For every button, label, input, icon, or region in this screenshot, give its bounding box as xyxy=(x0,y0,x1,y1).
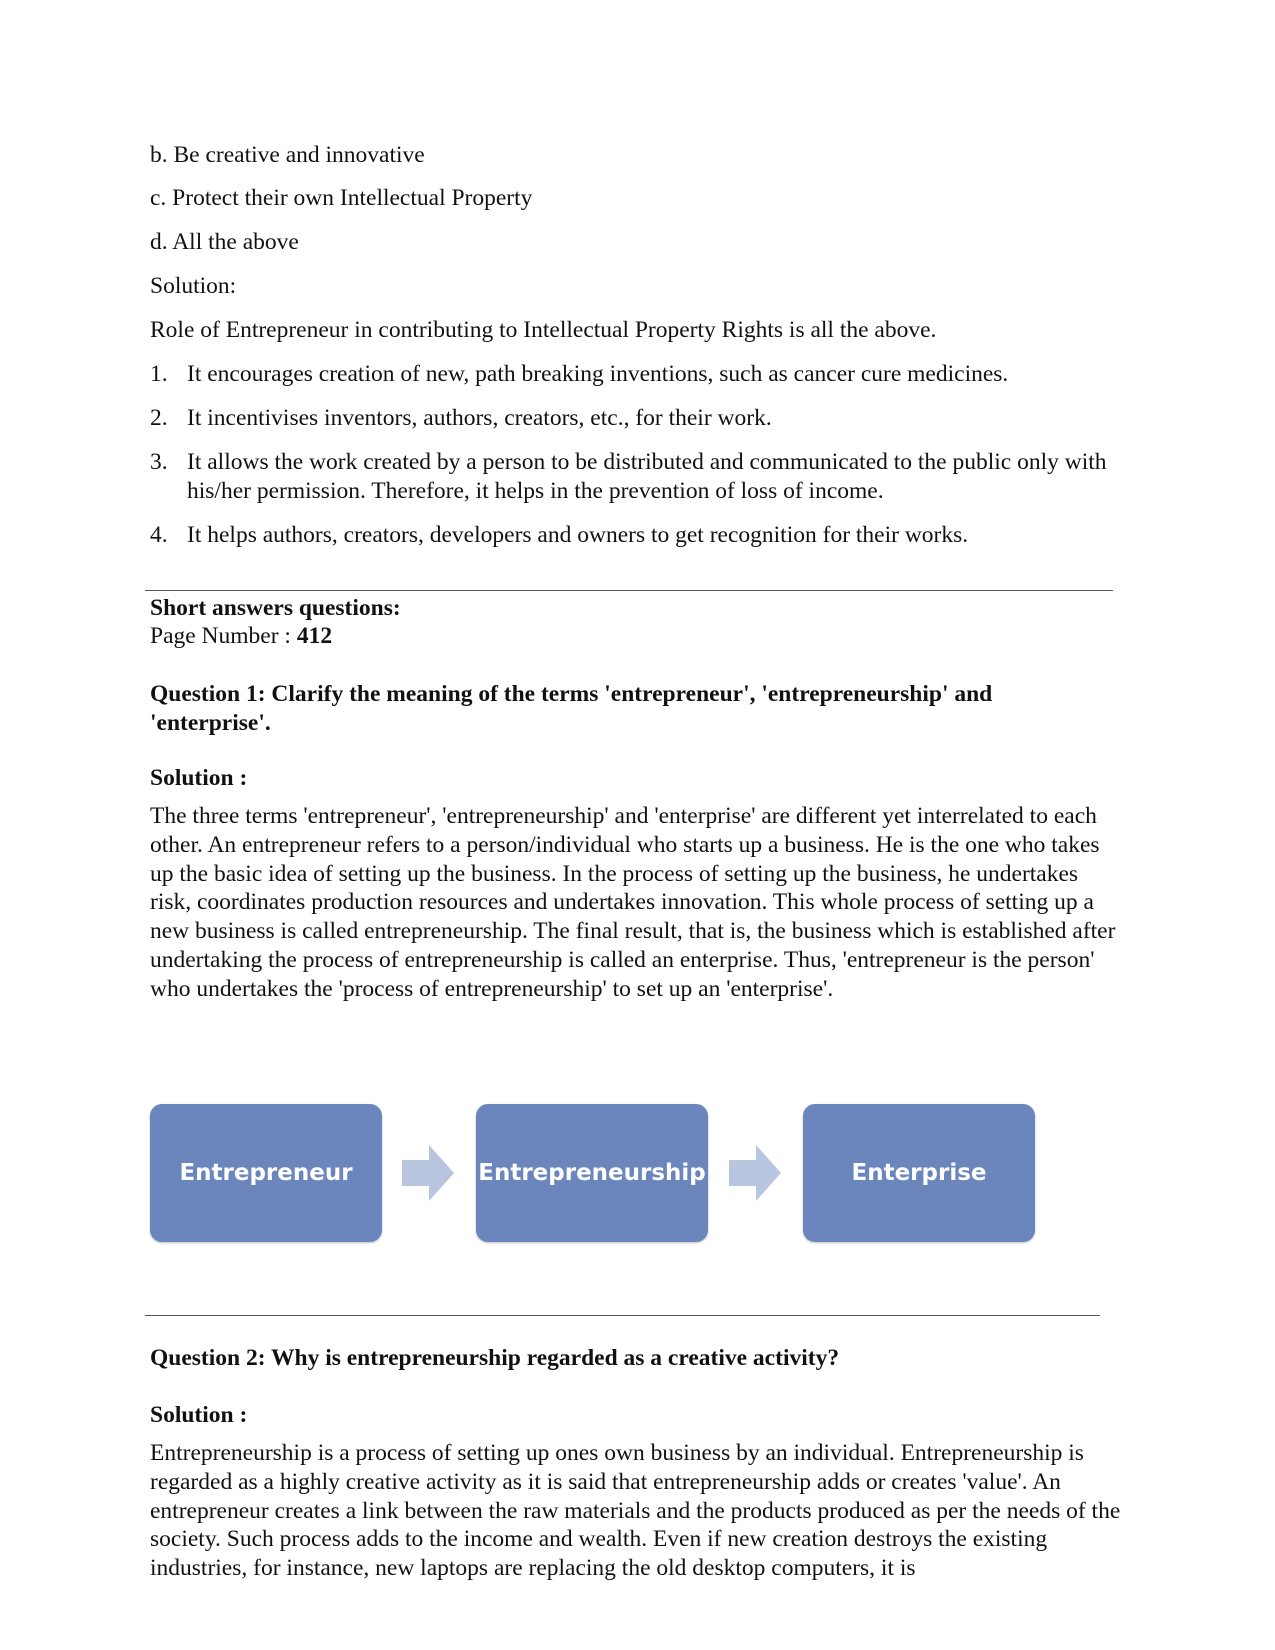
section-divider xyxy=(145,590,1113,591)
question-1-answer: The three terms 'entrepreneur', 'entrepreneurship' and 'enterprise' are different yet interrelated to each other. An entrepreneur refers to a person/individual who starts up a business. He is the one who takes up the basic idea of setting up the business. In the process of setting up the business, he undertakes risk, coordinates production resources and undertakes innovation. This whole process of setting up a new business is called entrepreneurship. The final result, that is, the business which is established after undertaking the process of entrepreneurship is called an enterprise. Thus, 'entrepreneur is the person' who undertakes the 'process of entrepreneurship' to set up an 'enterprise'. xyxy=(150,803,1116,1002)
option-c: c. Protect their own Intellectual Property xyxy=(150,185,533,211)
question-2-title: Question 2: Why is entrepreneurship regarded as a creative activity? xyxy=(150,1345,840,1371)
list-item-number: 3. xyxy=(150,449,168,475)
list-item xyxy=(150,448,1110,506)
question-divider xyxy=(145,1315,1100,1316)
section-title: Short answers questions: xyxy=(150,595,401,621)
question-1-title: Question 1: Clarify the meaning of the terms 'entrepreneur', 'entrepreneurship' and 'enterprise'. xyxy=(150,681,993,736)
list-item xyxy=(150,404,1110,433)
list-item-text: It encourages creation of new, path breaking inventions, such as cancer cure medicines. xyxy=(187,361,1009,387)
flow-box-enterprise: Enterprise xyxy=(803,1104,1035,1242)
question-2-answer: Entrepreneurship is a process of setting up ones own business by an individual. Entrepreneurship is regarded as a highly creative activity as it is said that entrepreneurship adds or creates 'value'. An entrepreneur creates a link between the raw materials and the products produced as per the needs of the society. Such process adds to the income and wealth. Even if new creation destroys the existing industries, for instance, new laptops are replacing the old desktop computers, it is xyxy=(150,1440,1121,1582)
mcq-solution-statement: Role of Entrepreneur in contributing to Intellectual Property Rights is all the above. xyxy=(150,317,937,343)
flow-box-entrepreneurship: Entrepreneurship xyxy=(476,1104,708,1242)
list-item-number: 4. xyxy=(150,522,168,548)
question-1-solution-label: Solution : xyxy=(150,765,248,791)
list-item-number: 2. xyxy=(150,405,168,431)
option-b: b. Be creative and innovative xyxy=(150,142,425,168)
list-item xyxy=(150,360,1110,389)
question-2-solution-label: Solution : xyxy=(150,1402,248,1428)
list-item xyxy=(150,521,1110,550)
list-item-text: It allows the work created by a person to be distributed and communicated to the public only with his/her permission. Therefore, it helps in the prevention of loss of income. xyxy=(187,449,1107,504)
list-item-number: 1. xyxy=(150,361,168,387)
page-number-line xyxy=(150,622,332,651)
mcq-solution-label: Solution: xyxy=(150,273,237,299)
option-d: d. All the above xyxy=(150,229,299,255)
list-item-text: It incentivises inventors, authors, creators, etc., for their work. xyxy=(187,405,772,431)
arrow-right-icon xyxy=(402,1145,454,1201)
page-number: 412 xyxy=(296,623,333,649)
flow-box-entrepreneur: Entrepreneur xyxy=(150,1104,382,1242)
page-number-label: Page Number : xyxy=(150,623,297,649)
arrow-right-icon xyxy=(729,1145,781,1201)
list-item-text: It helps authors, creators, developers and owners to get recognition for their works. xyxy=(187,522,969,548)
